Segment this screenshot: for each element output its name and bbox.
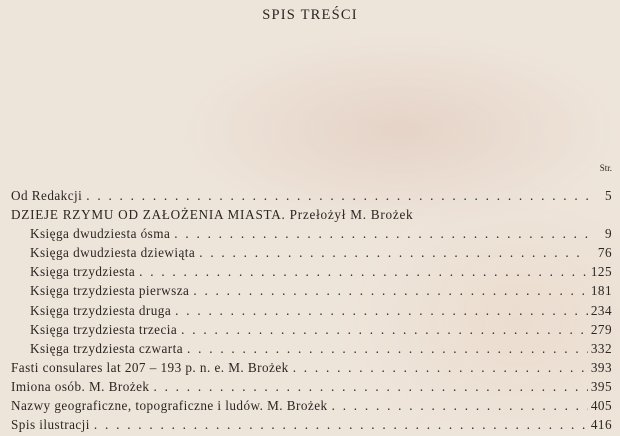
dot-leader bbox=[183, 341, 588, 357]
toc-entry-title: Księga dwudziesta ósma bbox=[30, 226, 171, 242]
toc-entry-title: Księga dwudziesta dziewiąta bbox=[30, 245, 196, 261]
dot-leader bbox=[171, 303, 588, 319]
toc-entry-ksiega-31 bbox=[11, 283, 612, 302]
table-of-contents bbox=[11, 188, 612, 436]
toc-entry-page: 125 bbox=[590, 264, 612, 280]
toc-entry-ksiega-29 bbox=[11, 245, 612, 264]
toc-entry-imiona bbox=[11, 379, 612, 398]
dot-leader bbox=[328, 398, 588, 414]
toc-section-title: DZIEJE RZYMU OD ZAŁOŻENIA MIASTA. Przełożył M. Brożek bbox=[11, 207, 414, 223]
toc-entry-page: 76 bbox=[597, 245, 612, 261]
page-column-header: Str. bbox=[599, 163, 612, 173]
toc-entry-title: Od Redakcji bbox=[11, 188, 83, 203]
dot-leader bbox=[195, 245, 588, 261]
toc-entry-page: 405 bbox=[590, 398, 612, 414]
toc-entry-ksiega-32 bbox=[11, 303, 612, 322]
dot-leader bbox=[177, 322, 588, 338]
toc-entry-page: 395 bbox=[590, 378, 612, 394]
dot-leader bbox=[149, 379, 588, 395]
dot-leader bbox=[170, 226, 588, 242]
toc-entry-title: Nazwy geograficzne, topograficzne i ludów. M. Brożek bbox=[11, 398, 328, 414]
toc-entry-fasti bbox=[11, 360, 612, 379]
toc-entry-title: Imiona osób. M. Brożek bbox=[11, 378, 150, 394]
dot-leader bbox=[82, 188, 588, 204]
toc-entry-page: 5 bbox=[604, 188, 612, 203]
toc-entry-ksiega-28 bbox=[11, 226, 612, 245]
page-title: SPIS TREŚCI bbox=[262, 7, 358, 23]
toc-entry-title: Księga trzydziesta czwarta bbox=[30, 340, 184, 356]
toc-entry-page: 416 bbox=[590, 417, 612, 433]
toc-entry-title: Fasti consulares lat 207 – 193 p. n. e. M. Brożek bbox=[11, 359, 289, 375]
toc-entry-title: Księga trzydziesta trzecia bbox=[30, 321, 178, 337]
toc-entry-title: Spis ilustracji bbox=[11, 417, 90, 433]
toc-entry-od-redakcji bbox=[11, 188, 612, 207]
toc-entry-title: Księga trzydziesta druga bbox=[30, 302, 172, 318]
toc-entry-ksiega-30 bbox=[11, 264, 612, 283]
toc-entry-title: Księga trzydziesta bbox=[30, 264, 136, 280]
toc-entry-ksiega-34 bbox=[11, 341, 612, 360]
toc-entry-page: 9 bbox=[604, 226, 612, 242]
toc-entry-page: 279 bbox=[590, 321, 612, 337]
toc-entry-nazwy bbox=[11, 398, 612, 417]
toc-entry-page: 332 bbox=[590, 340, 612, 356]
toc-entry-title: Księga trzydziesta pierwsza bbox=[30, 283, 190, 299]
toc-entry-page: 181 bbox=[590, 283, 612, 299]
toc-entry-page: 393 bbox=[590, 359, 612, 375]
toc-entry-spis-ilustracji bbox=[11, 417, 612, 436]
toc-entry-ksiega-33 bbox=[11, 322, 612, 341]
dot-leader bbox=[135, 264, 588, 280]
toc-entry-page: 234 bbox=[590, 302, 612, 318]
dot-leader bbox=[289, 360, 588, 376]
toc-section-heading bbox=[11, 207, 612, 226]
dot-leader bbox=[189, 283, 588, 299]
